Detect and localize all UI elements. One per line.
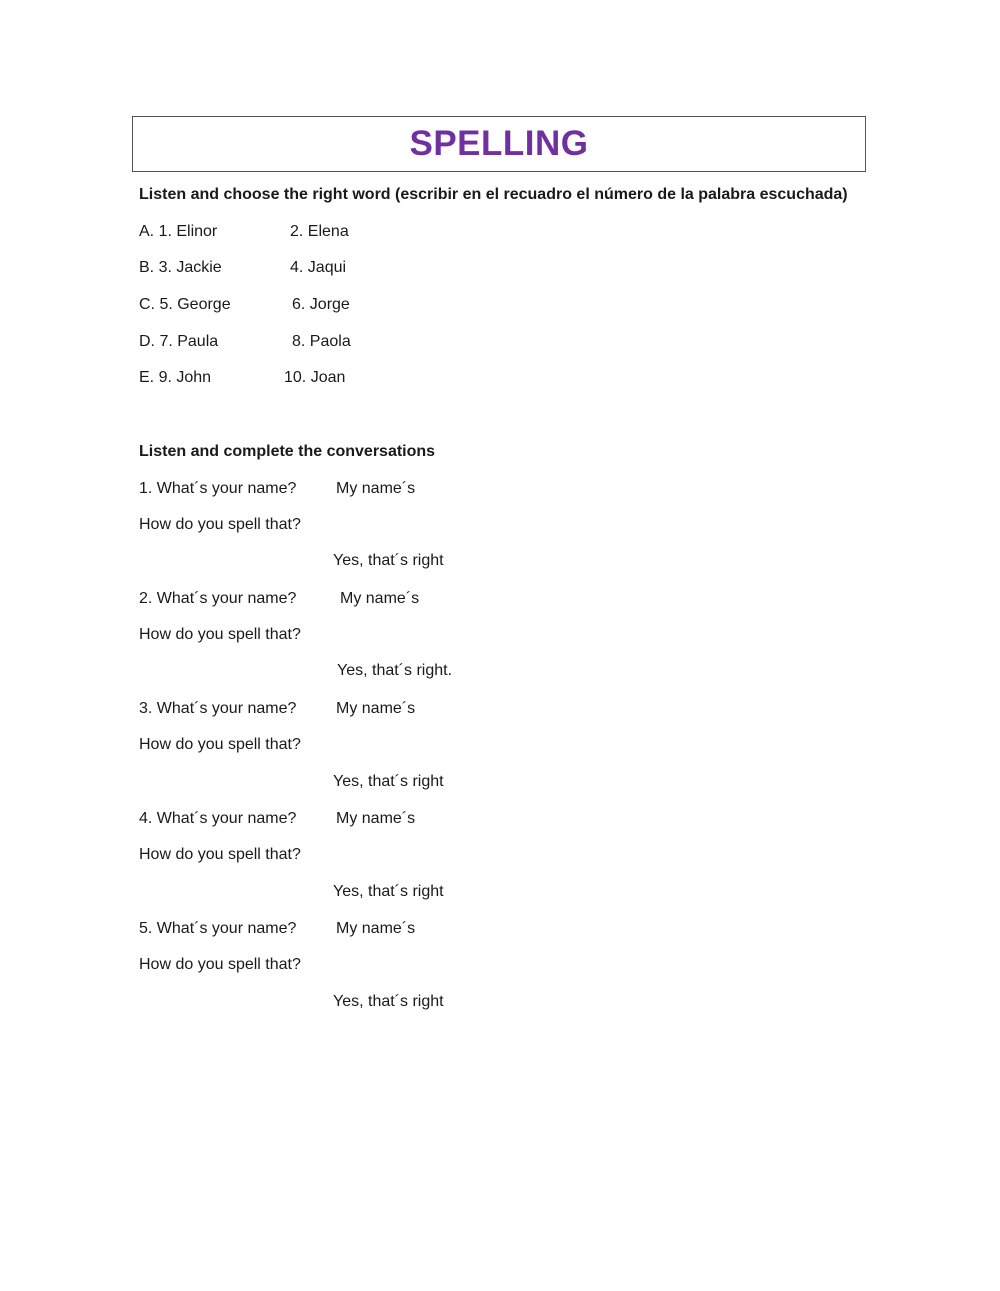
option-left-b: B. 3. Jackie <box>139 259 222 276</box>
option-left-a: A. 1. Elinor <box>139 223 218 240</box>
option-left-d: D. 7. Paula <box>139 333 219 350</box>
section2-instruction: Listen and complete the conversations <box>139 443 436 460</box>
conversation-question: 4. What´s your name? <box>139 810 297 827</box>
conversation-spell: How do you spell that? <box>139 626 301 643</box>
section1-instruction: Listen and choose the right word (escribir en el recuadro el número de la palabra escuchada) <box>139 186 848 203</box>
conversation-spell: How do you spell that? <box>139 956 301 973</box>
conversation-answer: My name´s <box>336 810 416 827</box>
conversation-question: 3. What´s your name? <box>139 700 297 717</box>
conversation-spell: How do you spell that? <box>139 846 301 863</box>
conversation-confirm: Yes, that´s right <box>333 883 444 900</box>
conversation-confirm: Yes, that´s right <box>333 552 444 569</box>
conversation-spell: How do you spell that? <box>139 516 301 533</box>
conversation-question: 1. What´s your name? <box>139 480 297 497</box>
conversation-confirm: Yes, that´s right. <box>337 662 453 679</box>
page-title: SPELLING <box>409 124 589 163</box>
option-right-a: 2. Elena <box>290 223 349 240</box>
conversation-question: 5. What´s your name? <box>139 920 297 937</box>
conversation-confirm: Yes, that´s right <box>333 993 444 1010</box>
conversation-answer: My name´s <box>336 920 416 937</box>
conversation-answer: My name´s <box>340 590 420 607</box>
conversation-answer: My name´s <box>336 480 416 497</box>
option-right-b: 4. Jaqui <box>290 259 347 276</box>
option-right-d: 8. Paola <box>292 333 351 350</box>
conversation-answer: My name´s <box>336 700 416 717</box>
option-left-c: C. 5. George <box>139 296 231 313</box>
title-box <box>132 116 866 172</box>
option-right-c: 6. Jorge <box>292 296 350 313</box>
option-right-e: 10. Joan <box>284 369 346 386</box>
option-left-e: E. 9. John <box>139 369 212 386</box>
conversation-confirm: Yes, that´s right <box>333 773 444 790</box>
conversation-question: 2. What´s your name? <box>139 590 297 607</box>
conversation-spell: How do you spell that? <box>139 736 301 753</box>
